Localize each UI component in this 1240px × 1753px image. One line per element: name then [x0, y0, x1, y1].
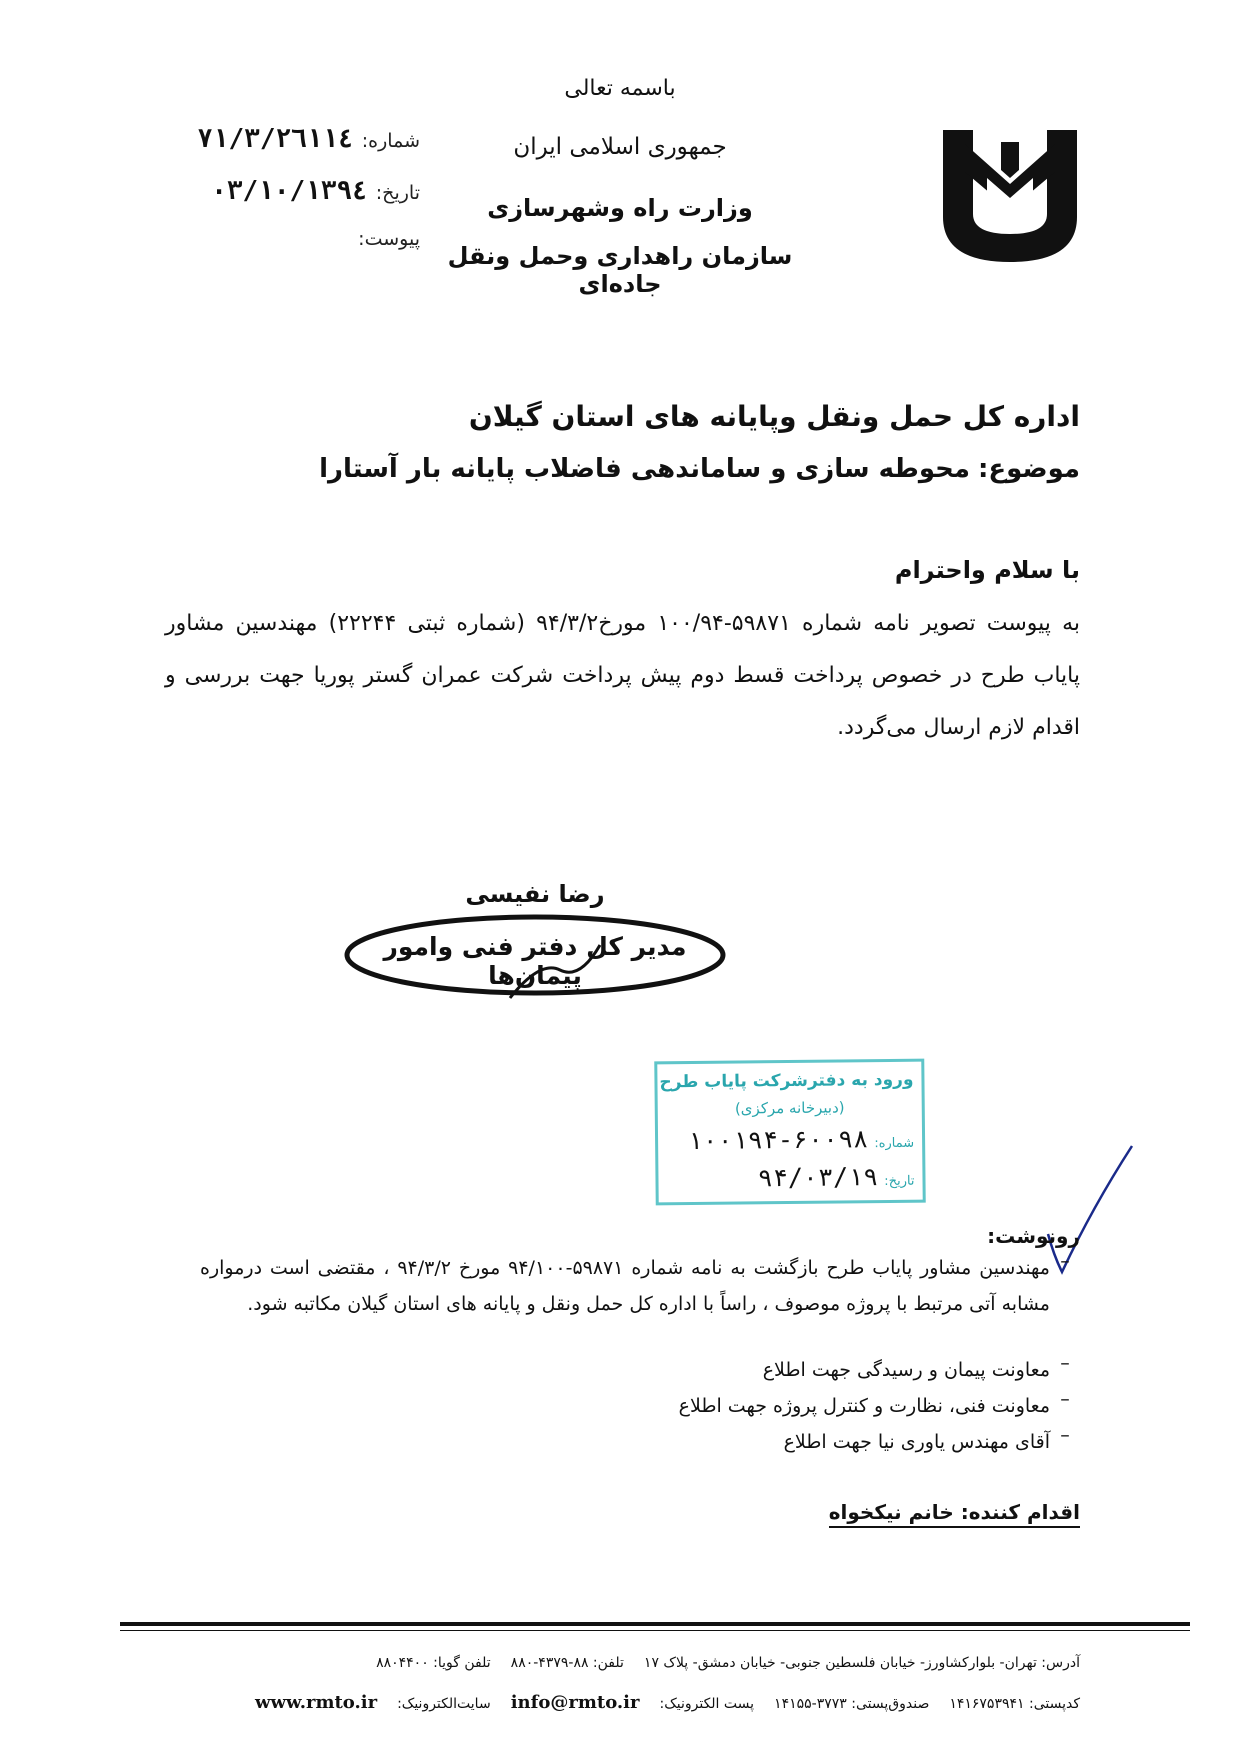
stamp-date-value: ۹۴/۰۳/۱۹	[757, 1162, 879, 1193]
footer-email-link[interactable]: info@rmto.ir	[510, 1692, 640, 1713]
signature-block	[340, 880, 730, 1020]
footer-postal-row	[200, 1692, 1080, 1713]
cc-item	[200, 1250, 1080, 1322]
footer-website-label: سایت‌الکترونیک:	[397, 1696, 491, 1712]
subject-text: محوطه سازی و ساماندهی فاضلاب پایانه بار آستارا	[319, 454, 971, 484]
footer-po-box: صندوق‌پستی: ۳۷۷۳-۱۴۱۵۵	[774, 1696, 930, 1712]
letter-number-value: ۲٦۱۱٤/۷۱/۳	[197, 124, 354, 154]
footer-divider	[120, 1622, 1190, 1626]
letter-number	[170, 124, 420, 164]
stamp-heading: ورود به دفترشرکت پایاب طرح	[659, 1069, 914, 1093]
footer-divider-thin	[120, 1630, 1190, 1631]
stamp-number-row	[687, 1124, 914, 1155]
footer-phone: تلفن: ۸۸-۴۳۷۹-۸۸۰	[510, 1655, 624, 1671]
stamp-number-label: شماره:	[874, 1135, 915, 1152]
cc-item-text: آقای مهندس یاوری نیا جهت اطلاع	[783, 1431, 1050, 1453]
footer-address: آدرس: تهران- بلوارکشاورز- خیابان فلسطین جنوبی- خیابان دمشق- پلاک ۱۷	[643, 1655, 1080, 1671]
action-by: اقدام کننده: خانم نیکخواه	[829, 1500, 1080, 1528]
subject-line	[319, 454, 1080, 484]
stamp-date-label: تاریخ:	[884, 1173, 915, 1190]
subject-label: موضوع:	[978, 454, 1080, 484]
republic-name: جمهوری اسلامی ایران	[513, 134, 727, 160]
stamp-number-value: ۱۰۰۱۹۴-۶۰۰۹۸	[687, 1124, 869, 1156]
cc-title: رونوشت:	[987, 1224, 1080, 1248]
organization-logo	[935, 122, 1085, 270]
cc-bullet: –	[1060, 1424, 1070, 1446]
letter-date-value: ۱۳۹٤/۰۳/۱۰	[211, 176, 368, 206]
footer-contact-row	[200, 1655, 1080, 1671]
letter-number-label: شماره:	[361, 130, 420, 152]
footer-postal-code: کدپستی: ۱۴۱۶۷۵۳۹۴۱	[949, 1696, 1080, 1712]
greeting: با سلام واحترام	[894, 556, 1080, 584]
attachment-label: پیوست:	[358, 228, 420, 250]
footer-website-link[interactable]: www.rmto.ir	[255, 1692, 378, 1713]
receipt-stamp	[654, 1059, 925, 1206]
stamp-date-row	[758, 1162, 915, 1193]
ministry-name: وزارت راه وشهرسازی	[487, 194, 753, 222]
footer-phone-voice: تلفن گویا: ۸۸۰۴۴۰۰	[376, 1655, 491, 1671]
stamp-subheading: (دبیرخانه مرکزی)	[734, 1098, 845, 1118]
cc-bullet: –	[1060, 1352, 1070, 1374]
organization-name: سازمان راهداری وحمل ونقل جاده‌ای	[447, 242, 793, 298]
signer-name: رضا نفیسی	[465, 880, 605, 908]
cc-item	[200, 1424, 1080, 1460]
recipient: اداره کل حمل ونقل وپایانه های استان گیلان	[468, 400, 1080, 433]
letter-body: به پیوست تصویر نامه شماره ۵۹۸۷۱-۱۰۰/۹۴ مورخ۹۴/۳/۲ (شماره ثبتی ۲۲۲۴۴) مهندسین مشاور پایاب طرح در خصوص پرداخت قسط دوم پیش پرداخت شرکت عمران گستر پوریا جهت بررسی و اقدام لازم ارسال می‌گردد.	[165, 611, 1081, 740]
cc-item	[200, 1352, 1080, 1388]
basmala: باسمه تعالی	[564, 76, 676, 101]
letter-date	[170, 176, 420, 216]
letter-date-label: تاریخ:	[375, 182, 420, 204]
cc-bullet: –	[1060, 1250, 1070, 1272]
signer-title: مدیر کل دفتر فنی وامور پیمان‌ها	[383, 932, 687, 990]
footer-email-label: پست الکترونیک:	[659, 1696, 755, 1712]
letter-attachment	[170, 228, 420, 268]
cc-item-text: معاونت پیمان و رسیدگی جهت اطلاع	[762, 1359, 1050, 1381]
cc-item-text: مهندسین مشاور پایاب طرح بازگشت به نامه شماره ۵۹۸۷۱-۹۴/۱۰۰ مورخ ۹۴/۳/۲ ، مقتضی است درمواره مشابه آتی مرتبط با پروژه موصوف ، راساً با اداره کل حمل ونقل و پایانه های استان گیلان مکاتبه شود.	[200, 1257, 1050, 1315]
cc-item	[200, 1388, 1080, 1424]
cc-item-text: معاونت فنی، نظارت و کنترل پروژه جهت اطلاع	[678, 1395, 1050, 1417]
cc-bullet: –	[1060, 1388, 1070, 1410]
